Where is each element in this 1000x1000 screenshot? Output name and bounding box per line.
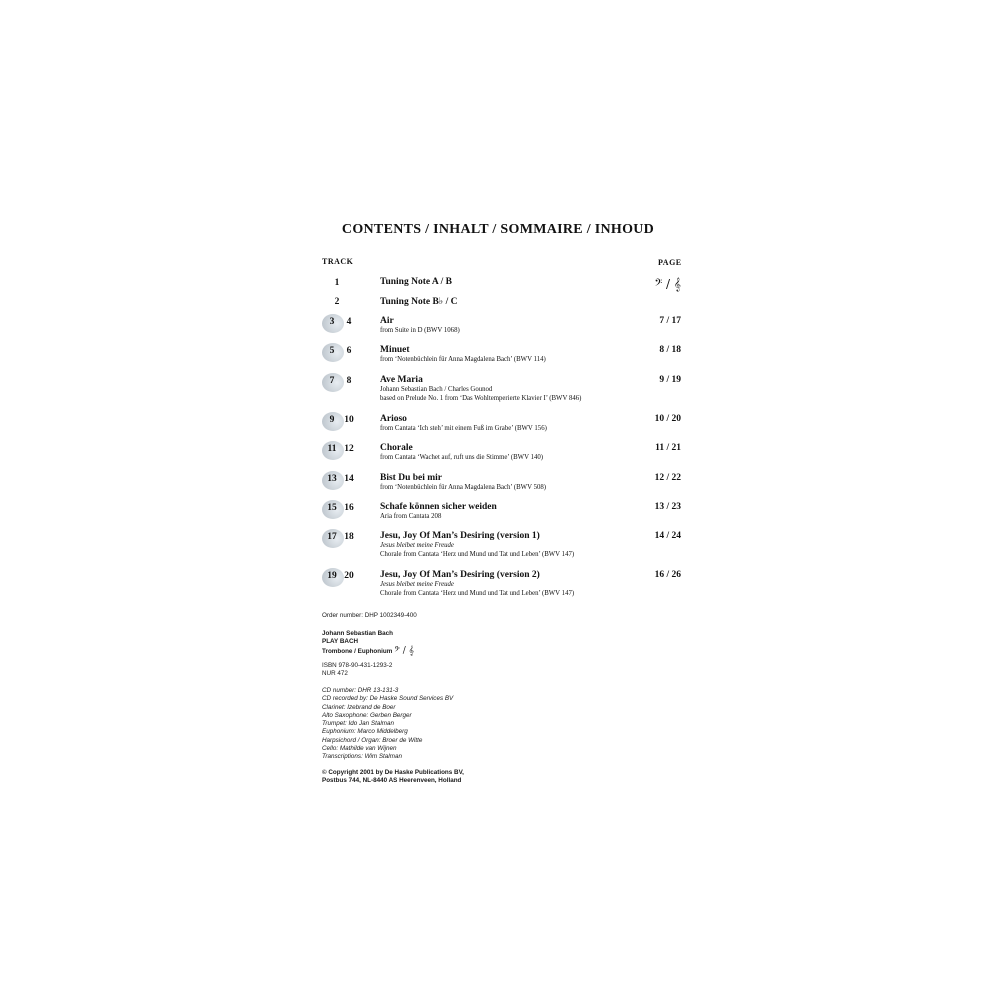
track-numbers <box>322 277 362 297</box>
entry-title: Tuning Note B♭ / C <box>380 297 458 307</box>
track-number: 9 <box>329 415 335 425</box>
track-numbers <box>322 570 362 590</box>
entry-title: Chorale <box>380 443 413 453</box>
track-numbers <box>322 316 362 336</box>
entry-subtitle: based on Prelude No. 1 from ‘Das Wohltemperierte Klavier I’ (BWV 846) <box>380 395 582 402</box>
bass-treble-clef-icon: 𝄢 / 𝄞 <box>394 645 414 656</box>
page-column-header: PAGE <box>658 258 682 267</box>
track-number: 16 <box>344 503 354 513</box>
track-number: 1 <box>334 278 340 288</box>
bass-treble-clef-icon: 𝄢 / 𝄞 <box>654 277 681 291</box>
entry-title: Schafe können sicher weiden <box>380 502 497 512</box>
order-number: Order number: DHP 1002349-400 <box>322 612 417 619</box>
credit-line: CD number: DHR 13-131-3 <box>322 687 399 694</box>
credit-line: Trumpet: Ido Jan Stalman <box>322 720 394 728</box>
clef-symbols <box>640 277 681 292</box>
credit-line: Euphonium: Marco Middelberg <box>322 728 408 736</box>
instrument-line <box>322 647 414 656</box>
copyright-line: © Copyright 2001 by De Haske Publications BV, <box>322 769 464 776</box>
nur-code: NUR 472 <box>322 670 348 678</box>
entry-subtitle-italic: Jesus bleibet meine Freude <box>380 542 454 549</box>
contents-title: CONTENTS / INHALT / SOMMAIRE / INHOUD <box>341 222 655 237</box>
track-number: 6 <box>346 346 352 356</box>
entry-title: Tuning Note A / B <box>380 277 452 287</box>
entry-pages: 14 / 24 <box>654 531 681 541</box>
credit-line: Harpsichord / Organ: Broer de Witte <box>322 736 423 744</box>
track-numbers <box>322 345 362 365</box>
track-column-header: TRACK <box>322 257 354 266</box>
entry-pages: 10 / 20 <box>654 414 681 424</box>
track-number: 15 <box>327 503 337 513</box>
cd-credits <box>322 687 453 762</box>
credit-line: CD recorded by: De Haske Sound Services BV <box>322 695 454 703</box>
entry-title: Jesu, Joy Of Man’s Desiring (version 2) <box>380 570 540 580</box>
track-number: 17 <box>327 532 337 542</box>
entry-subtitle-italic: Jesus bleibet meine Freude <box>380 581 454 588</box>
track-numbers <box>322 473 362 493</box>
track-number: 7 <box>329 376 335 386</box>
track-numbers <box>322 443 362 463</box>
track-number: 8 <box>346 376 352 386</box>
entry-pages: 9 / 19 <box>659 375 681 385</box>
track-number: 3 <box>329 317 335 327</box>
entry-title: Arioso <box>380 414 407 424</box>
credit-line: Clarinet: Izebrand de Boer <box>322 703 396 711</box>
entry-pages: 16 / 26 <box>654 570 681 580</box>
track-number: 19 <box>327 571 337 581</box>
track-numbers <box>322 531 362 551</box>
entry-pages: 12 / 22 <box>654 473 681 483</box>
composer-name: Johann Sebastian Bach <box>322 630 394 637</box>
entry-title: Ave Maria <box>380 375 423 385</box>
entry-subtitle: Chorale from Cantata ‘Herz und Mund und Tat und Leben’ (BWV 147) <box>380 551 575 558</box>
track-numbers <box>322 296 362 316</box>
isbn: ISBN 978-90-431-1293-2 <box>322 662 393 669</box>
entry-subtitle: from ‘Notenbüchlein für Anna Magdalena Bach’ (BWV 114) <box>380 356 546 363</box>
track-number: 18 <box>344 532 354 542</box>
entry-title: Bist Du bei mir <box>380 473 443 483</box>
track-number: 10 <box>344 415 354 425</box>
track-number: 20 <box>344 571 354 581</box>
track-numbers <box>322 414 362 434</box>
track-number: 2 <box>334 297 340 307</box>
entry-subtitle: Chorale from Cantata ‘Herz und Mund und Tat und Leben’ (BWV 147) <box>380 590 575 597</box>
entry-subtitle: from ‘Notenbüchlein für Anna Magdalena Bach’ (BWV 508) <box>380 484 547 491</box>
credit-line: Cello: Mathilde van Wijnen <box>322 745 397 753</box>
instrument-name: Trombone / Euphonium <box>322 647 393 655</box>
copyright-line: Postbus 744, NL-8440 AS Heerenveen, Holland <box>322 777 462 785</box>
track-numbers <box>322 375 362 395</box>
book-info <box>322 630 414 656</box>
entry-subtitle: from Cantata ‘Ich steh’ mit einem Fuß im Grabe’ (BWV 156) <box>380 425 547 432</box>
track-number: 11 <box>327 444 337 454</box>
entry-subtitle: Aria from Cantata 208 <box>380 513 442 520</box>
track-number: 14 <box>344 474 354 484</box>
isbn-info <box>322 662 392 679</box>
book-title: PLAY BACH <box>322 638 359 646</box>
copyright-notice <box>322 769 464 786</box>
credit-line: Alto Saxophone: Gerben Berger <box>322 711 412 719</box>
credit-line: Transcriptions: Wim Stalman <box>322 753 402 761</box>
entry-subtitle: Johann Sebastian Bach / Charles Gounod <box>380 386 493 393</box>
entry-pages: 13 / 23 <box>654 502 681 512</box>
entry-title: Jesu, Joy Of Man’s Desiring (version 1) <box>380 531 540 541</box>
track-numbers <box>322 502 362 522</box>
track-number: 4 <box>346 317 352 327</box>
track-number: 5 <box>329 346 335 356</box>
track-number: 12 <box>344 444 354 454</box>
entry-subtitle: from Cantata ‘Wachet auf, ruft uns die Stimme’ (BWV 140) <box>380 454 544 461</box>
entry-pages: 11 / 21 <box>655 443 681 453</box>
entry-pages: 7 / 17 <box>659 316 681 326</box>
entry-title: Air <box>380 316 394 326</box>
entry-pages: 8 / 18 <box>659 345 681 355</box>
entry-title: Minuet <box>380 345 410 355</box>
track-number: 13 <box>327 474 337 484</box>
entry-subtitle: from Suite in D (BWV 1068) <box>380 327 460 334</box>
